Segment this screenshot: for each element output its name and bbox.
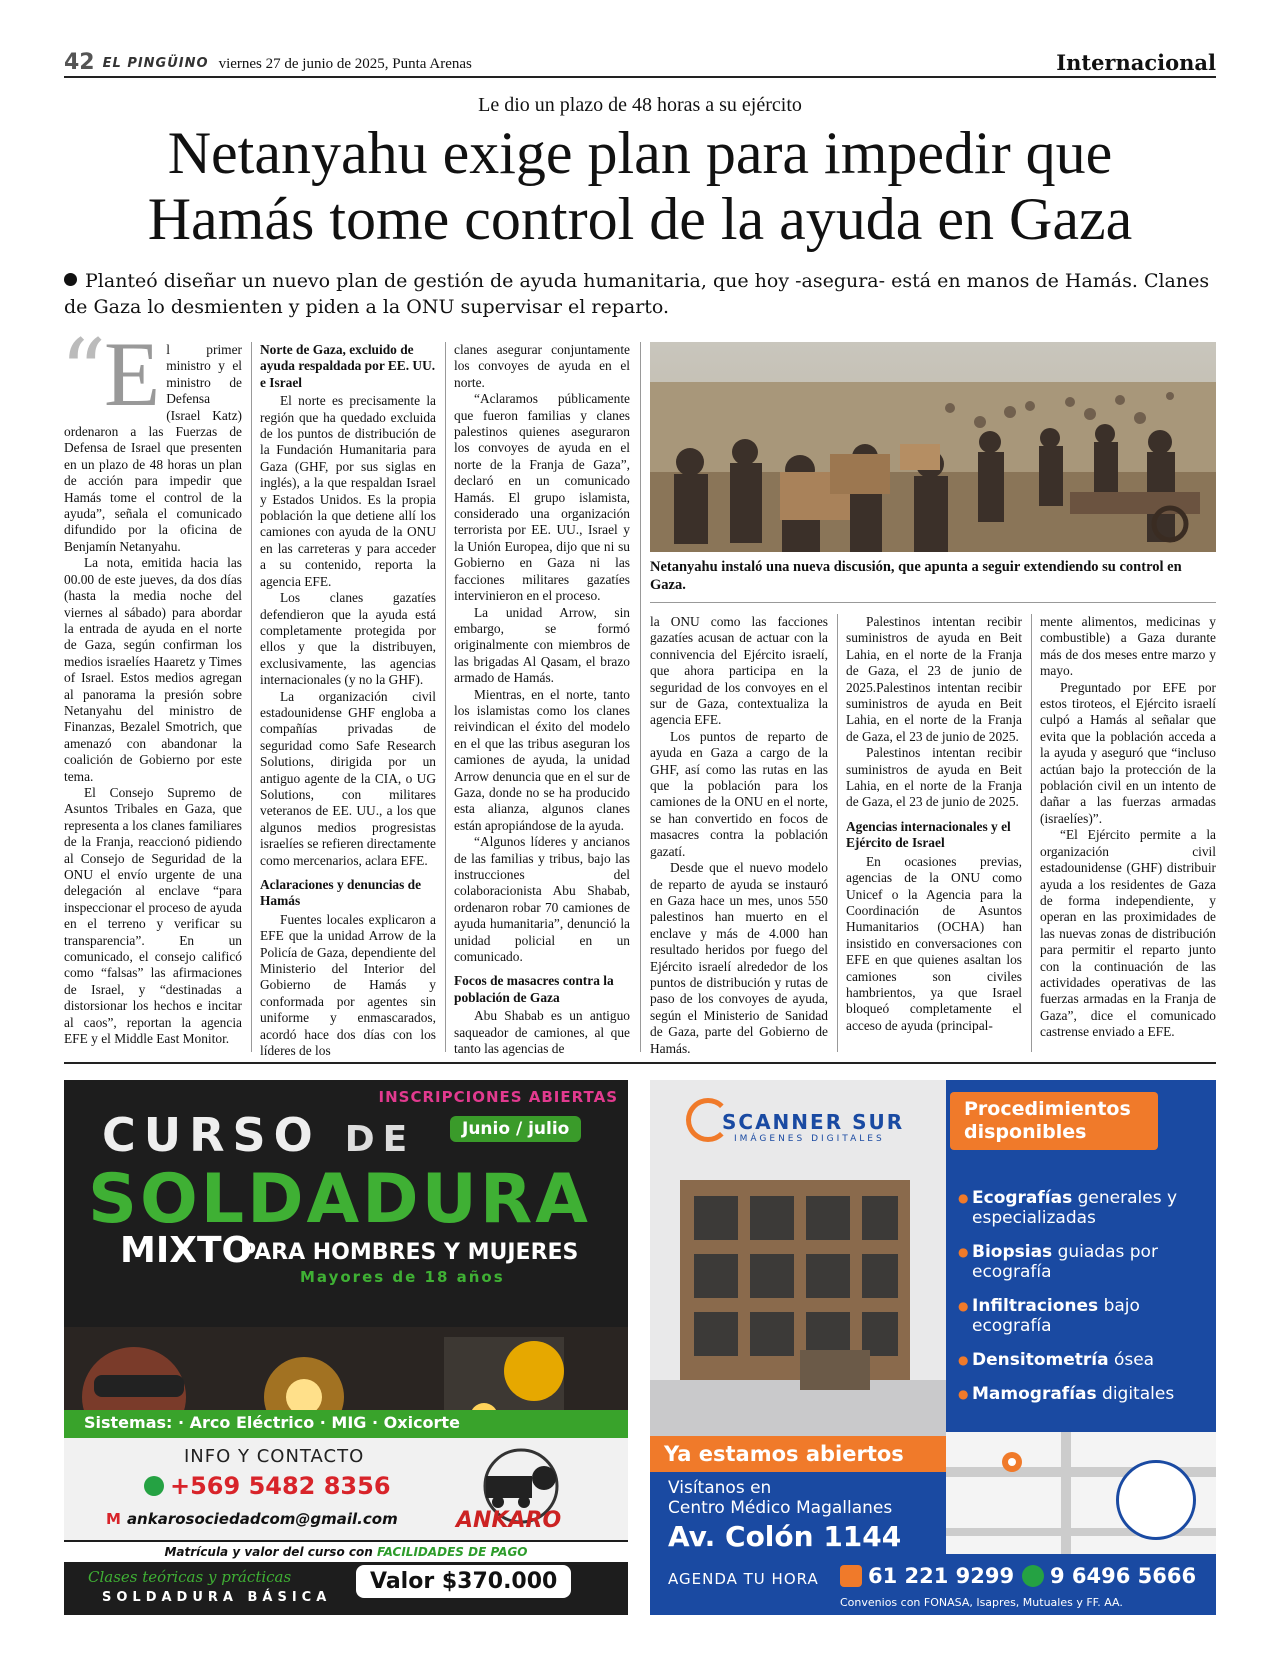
paragraph: Preguntado por EFE por estos tiroteos, el Ejército israelí culpó a Hamás al señalar que evita que la población acceda a la ayuda y aseguró que “incluso actúan bajo la protección de la población civil en un intento de dañar a las fuerzas armadas (israelíes)”.: [1040, 679, 1216, 826]
paragraph: clanes asegurar conjuntamente los convoyes de ayuda en el norte.: [454, 342, 630, 390]
paragraph: Los clanes gazatíes defendieron que la ayuda está completamente protegida por ellos y que la distribuyen, exclusivamente, las agencias internacionales (y no la GHF).: [260, 590, 436, 688]
whatsapp-icon: [144, 1476, 164, 1496]
paragraph: Mientras, en el norte, tanto los islamistas como los clanes reivindican el éxito del modelo en el que las tribus aseguran los camiones de ayuda, la unidad Arrow denuncia que en el sur de Gaza, donde no se ha producido esta alianza, algunos clanes están apropiándose de la ayuda.: [454, 686, 630, 833]
crowd-photo-image: [650, 342, 1216, 552]
item-rest: bajo ecografía: [972, 1296, 1140, 1336]
phone-icon: [840, 1565, 862, 1587]
paragraph: Fuentes locales explicaron a EFE que la unidad Arrow de la Policía de Gaza, dependiente del Ministerio del Interior del Gobierno de Hamás y conformada por agentes sin uniforme y enmascarados, acordó hace dos días con los líderes de los: [260, 911, 436, 1059]
paragraph: Palestinos intentan recibir suministros de ayuda en Beit Lahia, en el norte de la Franja de Gaza, el 23 de junio de 2025.Palestinos intentan recibir suministros de ayuda en Beit Lahia, en el norte de la Franja de Gaza, el 23 de junio de 2025.: [846, 614, 1022, 744]
masthead-logo: EL PINGÜINO: [102, 56, 209, 71]
phone-number-2[interactable]: [1022, 1564, 1196, 1588]
column-divider: [640, 342, 641, 1052]
mail-icon: M: [106, 1510, 121, 1528]
article-photo: [650, 342, 1216, 552]
article-column-2: [260, 342, 436, 1059]
paragraph: Los puntos de reparto de ayuda en Gaza a cargo de la GHF, así como las rutas en las que la población para los camiones de la ONU en el norte, se han convertido en focos de masacres contra la población gazatí.: [650, 728, 828, 859]
item-bold: Ecografías: [972, 1188, 1073, 1208]
item-rest: digitales: [1096, 1384, 1175, 1404]
audience-label: PARA HOMBRES Y MUJERES: [240, 1240, 579, 1265]
column-divider: [445, 342, 446, 1052]
item-bold: Biopsias: [972, 1242, 1053, 1262]
column-divider: [251, 342, 252, 1052]
contact-heading: INFO Y CONTACTO: [184, 1446, 365, 1467]
brand-name: ANKARO: [456, 1508, 562, 1533]
caption-divider: [650, 602, 1216, 603]
section-title: Internacional: [1056, 50, 1216, 75]
scanner-sur-ad[interactable]: [650, 1080, 1216, 1615]
age-label: Mayores de 18 años: [300, 1268, 505, 1286]
paragraph: Desde que el nuevo modelo de reparto de ayuda se instauró en Gaza hace un mes, unos 550 palestinos han muerto en el enclave y más de 4.000 han resultado heridos por fuego del Ejército israelí alrededor de los puntos de distribución y rutas de paso de los convoyes de ayuda, según el Ministerio de Sanidad de Gaza, parte del Gobierno de Hamás.: [650, 860, 828, 1056]
headline-line-2: Hamás tome control de la ayuda en Gaza: [147, 186, 1133, 252]
dropcap: E: [104, 323, 161, 425]
phone-number-1[interactable]: [840, 1564, 1014, 1588]
payment-terms-highlight: FACILIDADES DE PAGO: [376, 1545, 528, 1559]
accreditation-badge-icon: [1116, 1460, 1196, 1540]
phone-text: 61 221 9299: [868, 1564, 1015, 1588]
article-column-5: [846, 614, 1022, 1034]
course-level: SOLDADURA BÁSICA: [102, 1590, 332, 1605]
phone-number[interactable]: [144, 1472, 391, 1500]
article-lead: [64, 268, 1216, 320]
paragraph: El Consejo Supremo de Asuntos Tribales en Gaza, que representa a los clanes familiares de la Franja, reaccionó pidiendo al Consejo de Seguridad de la ONU el envío urgente de una delegación al enclave “para inspeccionar el proceso de ayuda en el terreno y verificar su transparencia”. En un comunicado, el consejo calificó como “falsas” las afirmaciones de Israel, y “destinadas a distorsionar los hechos e incitar al caos”, reportan la agencia EFE y el Middle East Monitor.: [64, 784, 242, 1047]
article-column-1: [60, 320, 242, 1047]
article-column-6: [1040, 614, 1216, 1041]
page-header: [64, 50, 1216, 78]
welding-course-ad[interactable]: [64, 1080, 628, 1615]
paragraph: Abu Shabab es un antiguo saqueador de camiones, al que tanto las agencias de: [454, 1008, 630, 1057]
dates-badge: Junio / julio: [450, 1116, 581, 1142]
item-rest: generales y especializadas: [972, 1188, 1178, 1228]
article-kicker: Le dio un plazo de 48 horas a su ejército: [478, 94, 802, 116]
course-word: CURSO: [102, 1108, 321, 1162]
paragraph: Palestinos intentan recibir suministros de ayuda en Beit Lahia, en el norte de la Franja de Gaza, el 23 de junio de 2025.: [846, 745, 1022, 810]
dateline: viernes 27 de junio de 2025, Punta Arenas: [218, 56, 472, 72]
photo-caption: Netanyahu instaló una nueva discusión, que apunta a seguir extendiendo su control en Gaza.: [650, 559, 1182, 593]
street-address: Av. Colón 1144: [668, 1520, 902, 1553]
mixed-label: MIXTO: [120, 1230, 253, 1271]
brand-subtitle: IMÁGENES DIGITALES: [734, 1134, 885, 1144]
page-number: 42: [64, 50, 95, 75]
welding-title: SOLDADURA: [88, 1160, 591, 1239]
column-divider: [1031, 614, 1032, 1052]
payment-terms-text: Matrícula y valor del curso con: [164, 1545, 377, 1559]
list-item: [960, 1296, 1210, 1336]
dropcap-paragraph: [60, 320, 242, 555]
price-badge: Valor $370.000: [356, 1565, 571, 1598]
phone-text: +569 5482 8356: [170, 1472, 391, 1500]
paragraph: El norte es precisamente la región que ha quedado excluida de los puntos de distribución de la Fundación Humanitaria para Gaza (GHF, por sus siglas en inglés), a la que respaldan Israel y Estados Unidos. Es la propia población la que detiene allí los camiones con ayuda de la ONU en las carreteras y para acceder a su contenido, reporta la agencia EFE.: [260, 393, 436, 589]
whatsapp-icon: [1022, 1565, 1044, 1587]
paragraph: “Algunos líderes y ancianos de las familias y tribus, bajo las instrucciones del colaboracionista Abu Shabab, ordenaron robar 70 camiones de ayuda humanitaria”, denunció la unidad policial en un comunicado.: [454, 834, 630, 965]
payment-terms: [64, 1542, 628, 1562]
de-word: DE: [344, 1119, 416, 1160]
bullet-icon: [64, 273, 77, 286]
subheading: Focos de masacres contra la población de Gaza: [454, 973, 614, 1005]
insurance-agreements: Convenios con FONASA, Isapres, Mutuales y FF. AA.: [840, 1596, 1123, 1609]
now-open-banner: Ya estamos abiertos: [650, 1436, 946, 1472]
classes-label: Clases teóricas y prácticas: [88, 1568, 292, 1586]
subheading: Agencias internacionales y el Ejército de Israel: [846, 818, 1011, 851]
paragraph: mente alimentos, medicinas y combustible) a Gaza durante más de dos meses entre marzo y mayo.: [1040, 614, 1216, 679]
list-item: [960, 1188, 1210, 1228]
registration-open-label: INSCRIPCIONES ABIERTAS: [378, 1088, 618, 1106]
paragraph: La unidad Arrow, sin embargo, se formó originalmente con miembros de las brigadas Al Qasam, el brazo armado de Hamás.: [454, 604, 630, 686]
item-bold: Infiltraciones: [972, 1296, 1099, 1316]
lead-text: Planteó diseñar un nuevo plan de gestión de ayuda humanitaria, que hoy -asegura- está en manos de Hamás. Clanes de Gaza lo desmienten y piden a la ONU supervisar el reparto.: [64, 270, 1210, 318]
appointment-label: AGENDA TU HORA: [668, 1570, 819, 1588]
paragraph: La nota, emitida hacia las 00.00 de este jueves, da dos días (hasta la media noche del viernes al sábado) para abordar la entrada de ayuda en el norte de Gaza, según confirman los medios israelíes Haaretz y Times of Israel. Estos medios agregan al panorama la presión sobre Netanyahu del ministro de Finanzas, Bezalel Smotrich, que amenazó con abandonar la coalición de Gobierno por este tema.: [64, 555, 242, 784]
visit-label: Visítanos en: [668, 1478, 772, 1498]
systems-bar: Sistemas: · Arco Eléctrico · MIG · Oxicorte: [64, 1410, 628, 1438]
subheading: Norte de Gaza, excluido de ayuda respaldada por EE. UU. e Israel: [260, 342, 436, 390]
email-text: ankarosociedadcom@gmail.com: [126, 1510, 398, 1528]
brand-name: SCANNER SUR: [722, 1110, 905, 1134]
course-title: [102, 1108, 415, 1162]
paragraph: “El Ejército permite a la organización civil estadounidense (GHF) distribuir ayuda a los residentes de Gaza de forma independiente, y operan en las proximidades de las nuevas zonas de distribución para permitir el reparto junto con la continuación de las actividades operativas de las fuerzas armadas en la Franja de Gaza”, dice el comunicado castrense enviado a EFE.: [1040, 827, 1216, 1040]
contact-panel: [64, 1438, 628, 1540]
paragraph: En ocasiones previas, agencias de la ONU como Unicef o la Agencia para la Coordinación de Asuntos Humanitarios (OCHA) han insistido en conversaciones con EFE en que quienes asaltan los camiones son civiles hambrientos, ya que Israel bloqueó completamente el acceso de ayuda (principal-: [846, 853, 1022, 1033]
paragraph: la ONU como las facciones gazatíes acusan de actuar con la connivencia del Ejército israelí, que ahora participa en la seguridad de los convoyes en el sur de Gaza, contextualiza la agencia EFE.: [650, 614, 828, 728]
ad-divider: [64, 1062, 1216, 1064]
list-item: [960, 1384, 1210, 1404]
list-item: [960, 1350, 1210, 1370]
list-item: [960, 1242, 1210, 1282]
column-divider: [837, 614, 838, 1052]
item-rest: ósea: [1108, 1350, 1155, 1370]
paragraph: l primer ministro y el ministro de Defensa (Israel Katz) ordenaron a las Fuerzas de Defensa de Israel que presenten en un plazo de 48 horas un plan de acción para impedir que Hamás tome el control de la ayuda”, señala el comunicado difundido por la oficina de Benjamín Netanyahu.: [64, 342, 242, 554]
subheading: Aclaraciones y denuncias de Hamás: [260, 877, 422, 909]
center-name: Centro Médico Magallanes: [668, 1498, 893, 1518]
article-column-4: [650, 614, 828, 1057]
email-address[interactable]: [106, 1510, 398, 1528]
article-headline: [40, 120, 1240, 252]
quote-mark-icon: “: [60, 320, 107, 425]
article-column-3: [454, 342, 630, 1057]
phone-text: 9 6496 5666: [1050, 1564, 1197, 1588]
item-bold: Densitometría: [972, 1350, 1109, 1370]
headline-line-1: Netanyahu exige plan para impedir que: [167, 120, 1113, 186]
item-bold: Mamografías: [972, 1384, 1097, 1404]
procedures-list: [960, 1188, 1210, 1418]
visit-text: [668, 1478, 892, 1518]
paragraph: “Aclaramos públicamente que fueron familias y clanes palestinos quienes aseguraron los convoyes de ayuda en el norte de la Franja de Gaza”, declaró en un comunicado Hamás. El grupo islamista, considerado una organización terrorista por EE. UU., Israel y la Unión Europea, dijo que ni su Gobierno en Gaza ni las facciones militares gazatíes intervinieron en el proceso.: [454, 391, 630, 604]
item-rest: guiadas por ecografía: [972, 1242, 1158, 1282]
procedures-heading: Procedimientos disponibles: [950, 1092, 1158, 1150]
paragraph: La organización civil estadounidense GHF engloba a compañías privadas de seguridad como Safe Research Solutions, dirigida por un antiguo agente de la CIA, o UG Solutions, con militares veteranos de EE. UU., a los que algunos medios progresistas israelíes se refieren directamente como mercenarios, aclara EFE.: [260, 688, 436, 868]
